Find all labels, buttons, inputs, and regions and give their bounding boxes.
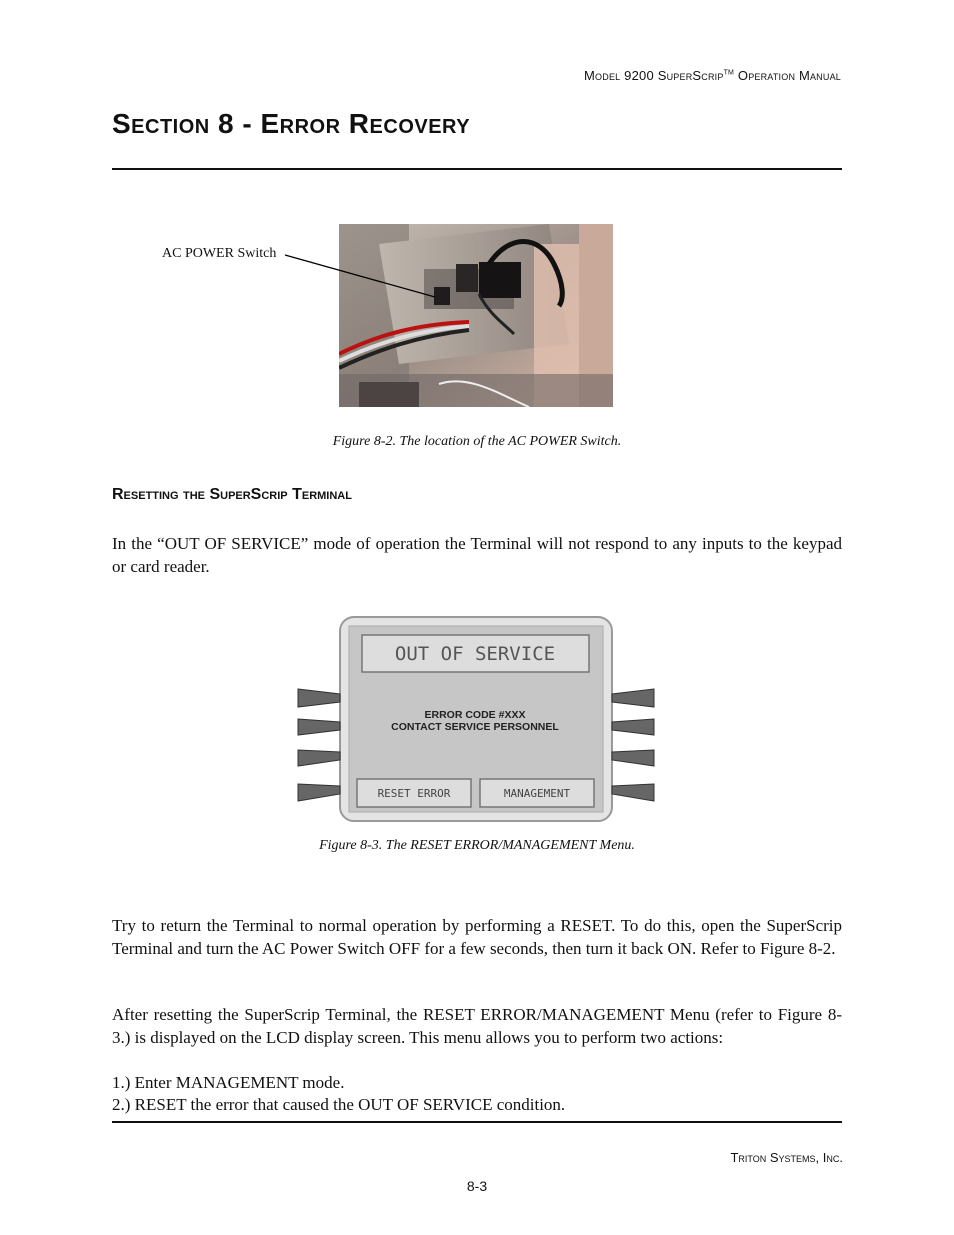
- intro-paragraph: In the “OUT OF SERVICE” mode of operation the Terminal will not respond to any inputs to the keypad or card reader.: [112, 534, 842, 576]
- running-header: Model 9200 SuperScrip™ Operation Manual: [584, 68, 841, 83]
- figure-8-3-caption: Figure 8-3. The RESET ERROR/MANAGEMENT Menu.: [319, 838, 635, 853]
- reset-paragraph: Try to return the Terminal to normal operation by performing a RESET. To do this, open the SuperScrip Terminal and turn the AC Power Switch OFF for a few seconds, then turn it back ON. Refer to Figure 8-2.: [112, 916, 842, 958]
- section-title: Section 8 - Error Recovery: [112, 108, 471, 139]
- subsection-title: Resetting the SuperScrip Terminal: [112, 486, 352, 503]
- action-list-item: 2.) RESET the error that caused the OUT OF SERVICE condition.: [112, 1095, 566, 1114]
- left-function-keys: [298, 689, 340, 801]
- error-code-text: ERROR CODE #XXX: [424, 709, 526, 721]
- reset-error-label: RESET ERROR: [377, 787, 451, 800]
- management-label: MANAGEMENT: [503, 787, 571, 800]
- out-of-service-screen-figure: [296, 614, 658, 826]
- company-name: Triton Systems, Inc.: [730, 1150, 843, 1165]
- trademark-mark: TM: [723, 69, 735, 77]
- ac-switch-callout-line: [280, 250, 440, 310]
- screen-title: OUT OF SERVICE: [394, 643, 556, 665]
- right-function-keys: [612, 689, 654, 801]
- contact-service-text: CONTACT SERVICE PERSONNEL: [391, 721, 559, 733]
- action-list-item: 1.) Enter MANAGEMENT mode.: [112, 1073, 345, 1092]
- page-number: 8-3: [466, 1178, 488, 1194]
- ac-power-switch-label: AC POWER Switch: [162, 246, 277, 261]
- figure-8-2-caption: Figure 8-2. The location of the AC POWER Switch.: [332, 434, 622, 449]
- after-reset-paragraph: After resetting the SuperScrip Terminal, the RESET ERROR/MANAGEMENT Menu (refer to Figure 8-3.) is displayed on the LCD display screen. This menu allows you to perform two actions:: [112, 1005, 842, 1047]
- title-rule: [112, 168, 842, 170]
- footer-rule: [112, 1121, 842, 1123]
